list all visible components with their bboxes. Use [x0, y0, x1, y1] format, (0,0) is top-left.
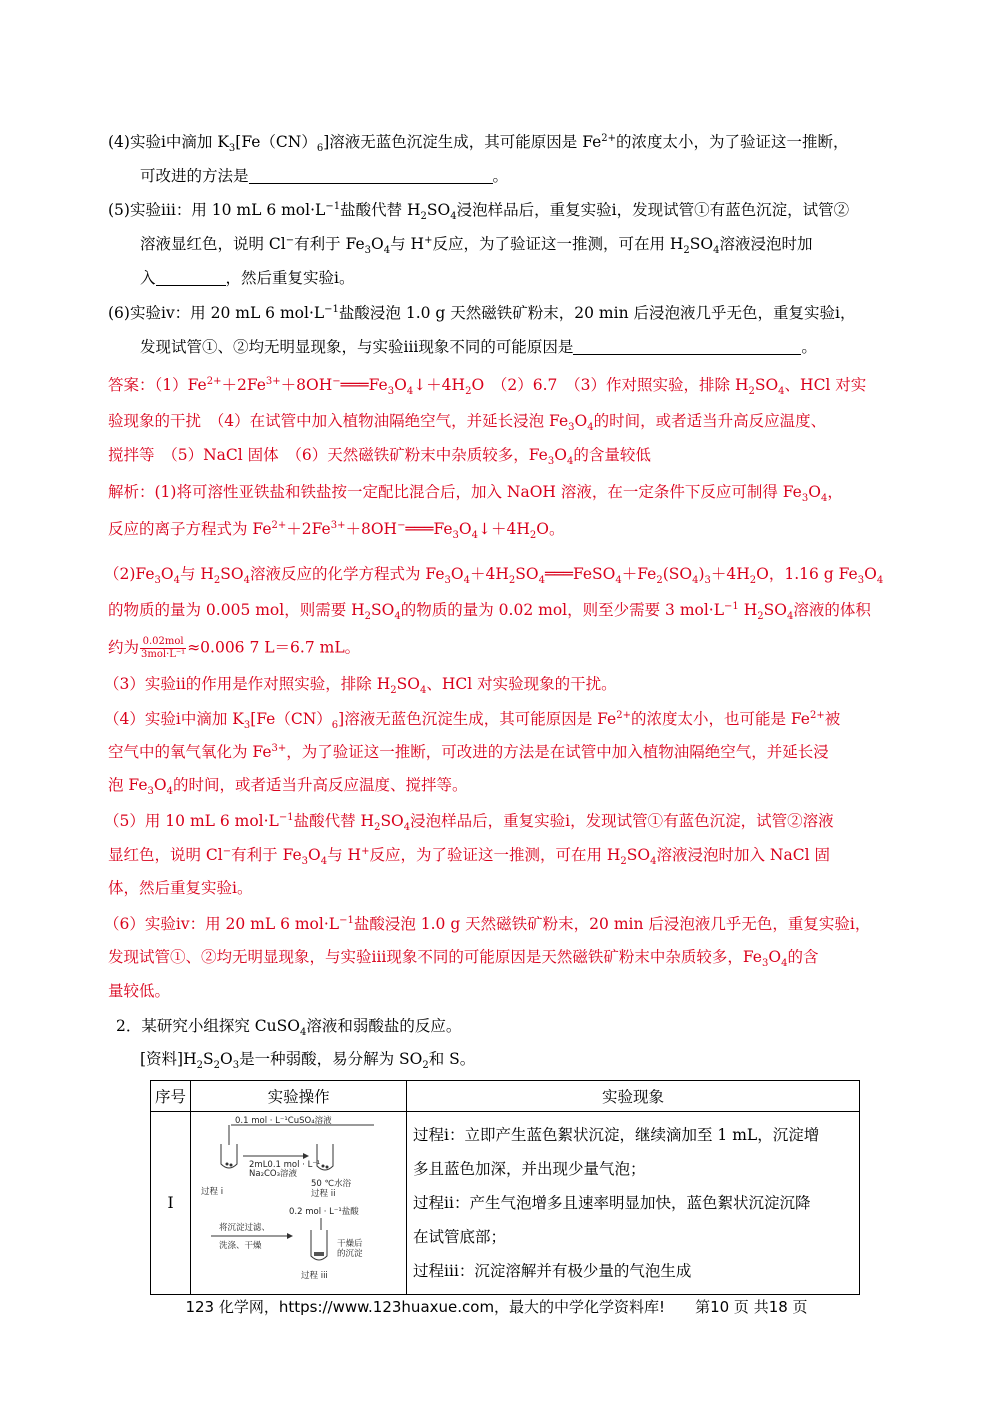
q4-line1: (4)实验ⅰ中滴加 $K_3[Fe(CN)_6]$溶液无蓝色沉淀生成，其可能原因是 $Fe^{2+}$的浓度太小，为了验证这一推断，	[108, 132, 849, 155]
page-footer: 123 化学网，https://www.123huaxue.com，最大的中学化学资料库! 第10 页 共18 页	[185, 1298, 808, 1316]
observation-line: 在试管底部；	[413, 1228, 507, 1246]
q6-line2: 发现试管①、②均无明显现象，与实验ⅲ现象不同的可能原因是 。	[140, 338, 817, 356]
step-1: 过程 i	[201, 1187, 224, 1197]
answer-blank[interactable]	[249, 167, 493, 184]
water-bath: 50 ℃水浴	[311, 1179, 352, 1189]
table-header-row	[151, 1081, 860, 1112]
reagent-cuso4: 0.1 mol · L⁻¹CuSO₄溶液	[235, 1116, 332, 1126]
step-3: 过程 iii	[301, 1271, 328, 1281]
observation-line: 过程ⅰ：立即产生蓝色絮状沉淀，继续滴加至 1 mL，沉淀增	[413, 1126, 820, 1144]
reagent-hcl: 0.2 mol · L⁻¹盐酸	[289, 1207, 359, 1217]
experiment-table	[150, 1080, 860, 1295]
header-index: 序号	[151, 1081, 191, 1112]
observation-line: 过程ⅱ：产生气泡增多且速率明显加快，蓝色絮状沉淀沉降	[413, 1194, 811, 1212]
dried-precipitate-2: 的沉淀	[337, 1249, 363, 1259]
q2-title: 2．某研究小组探究 CuSO$_4$溶液和弱酸盐的反应。	[116, 1017, 462, 1039]
step-2: 过程 ii	[311, 1189, 336, 1199]
answer-blank[interactable]	[156, 269, 226, 286]
reagent-na2co3-2: Na₂CO₃溶液	[249, 1169, 298, 1179]
q5-line2: 溶液显红色，说明 Cl−有利于 $Fe_3O_4$与 H+反应，为了验证这一推测，可在用 $H_2SO_4$溶液浸泡时加	[140, 234, 813, 257]
action-1: 将沉淀过滤、	[219, 1223, 271, 1233]
analysis-p2-line3: 约为 $\frac{\text{0.02mol}}{\text{3mol·L⁻¹}}$ ≈0.006 7 L＝6.7 mL。	[108, 636, 361, 660]
analysis-p3: （3）实验ⅱ的作用是作对照实验，排除 $H_2SO_4$、HCl 对实验现象的干扰。	[104, 675, 617, 697]
q5-line1: (5)实验ⅲ：用 10 mL 6 $mol\cdot L^{-1}$盐酸代替 $H_2SO_4$浸泡样品后，重复实验ⅰ，发现试管①有蓝色沉淀，试管②	[108, 200, 850, 223]
analysis-p6-line1: （6）实验ⅳ：用 20 mL 6 $mol\cdot L^{-1}$盐酸浸泡 1.0 g 天然磁铁矿粉末，20 min 后浸泡液几乎无色，重复实验ⅰ，	[104, 914, 871, 933]
analysis-p2-line1: $(2)Fe_3O_4$与 $H_2SO_4$溶液反应的化学方程式为 $Fe_3O_4+4H_2SO_4═══FeSO_4+Fe_2(SO_4)_3+4H_2O$，1.16 g $Fe_3O_4$	[104, 565, 884, 587]
header-operation: 实验操作	[191, 1081, 407, 1112]
action-2: 洗涤、干燥	[219, 1241, 262, 1251]
q2-info: [资料]$H_2S_2O_3$是一种弱酸，易分解为 $SO_2$和 S。	[140, 1050, 476, 1072]
answer-line3: 搅拌等 （5）NaCl 固体 （6）天然磁铁矿粉末中杂质较多，$Fe_3O_4$的含量较低	[108, 446, 651, 468]
analysis-p4-line2: 空气中的氧气氧化为 $Fe^{3+}$，为了验证这一推断，可改进的方法是在试管中加入植物油隔绝空气，并延长浸	[108, 742, 829, 761]
fraction: $\frac{\text{0.02mol}}{\text{3mol·L⁻¹}}$	[141, 636, 186, 660]
analysis-p6-line2: 发现试管①、②均无明显现象，与实验ⅲ现象不同的可能原因是天然磁铁矿粉末中杂质较多，$Fe_3O_4$的含	[108, 948, 819, 970]
observation-line: 多且蓝色加深，并出现少量气泡；	[413, 1160, 646, 1178]
dried-precipitate-1: 干燥后	[337, 1239, 363, 1249]
reagent-na2co3-1: 2mL0.1 mol · L⁻¹	[249, 1160, 321, 1170]
analysis-p4-line3: 泡 $Fe_3O_4$的时间，或者适当升高反应温度、搅拌等。	[108, 776, 468, 798]
analysis-p1-line1: 解析：(1)将可溶性亚铁盐和铁盐按一定配比混合后，加入 NaOH 溶液，在一定条件下反应可制得 $Fe_3O_4$，	[108, 483, 843, 505]
analysis-p5-line3: 体，然后重复实验ⅰ。	[108, 879, 253, 897]
q5-line3: 入 ，然后重复实验ⅰ。	[140, 269, 355, 287]
answer-blank[interactable]	[573, 338, 801, 355]
q4-line2: 可改进的方法是 。	[140, 167, 509, 185]
analysis-p1-line2: 反应的离子方程式为 $Fe^{2+}+2Fe^{3+}+8OH^-═══Fe_3O_4↓+4H_2O$。	[108, 519, 565, 542]
table-row	[151, 1112, 860, 1295]
answer-line1: 答案：$(1)Fe^{2+}+2Fe^{3+}+8OH^-═══Fe_3O_4↓+4H_2O$ （2）6.7 （3）作对照实验，排除 $H_2SO_4$、HCl 对实	[108, 375, 867, 398]
row-index: Ⅰ	[151, 1112, 191, 1295]
answer-line2: 验现象的干扰 （4）在试管中加入植物油隔绝空气，并延长浸泡 $Fe_3O_4$的时间，或者适当升高反应温度、	[108, 412, 827, 434]
analysis-p5-line1: （5）用 10 mL 6 $mol\cdot L^{-1}$盐酸代替 $H_2SO_4$浸泡样品后，重复实验ⅰ，发现试管①有蓝色沉淀，试管②溶液	[104, 811, 834, 834]
observation-cell	[407, 1112, 860, 1295]
analysis-p4-line1: （4）实验ⅰ中滴加 $K_3[Fe(CN)_6]$溶液无蓝色沉淀生成，其可能原因是 $Fe^{2+}$的浓度太小，也可能是 $Fe^{2+}$被	[104, 709, 841, 732]
header-phenomenon: 实验现象	[407, 1081, 860, 1112]
apparatus-figure	[191, 1112, 407, 1295]
analysis-p6-line3: 量较低。	[108, 982, 171, 1000]
q6-line1: (6)实验ⅳ：用 20 mL 6 $mol\cdot L^{-1}$盐酸浸泡 1.0 g 天然磁铁矿粉末，20 min 后浸泡液几乎无色，重复实验ⅰ，	[108, 303, 856, 322]
analysis-p2-line2: 的物质的量为 0.005 mol，则需要 $H_2SO_4$的物质的量为 0.02 mol，则至少需要 3 $mol\cdot L^{-1}$ $H_2SO_4$溶液的体积	[108, 600, 871, 623]
analysis-p5-line2: 显红色，说明 Cl−有利于 $Fe_3O_4$与 H+反应，为了验证这一推测，可在用 $H_2SO_4$溶液浸泡时加入 NaCl 固	[108, 845, 830, 868]
observation-line: 过程ⅲ：沉淀溶解并有极少量的气泡生成	[413, 1262, 692, 1280]
